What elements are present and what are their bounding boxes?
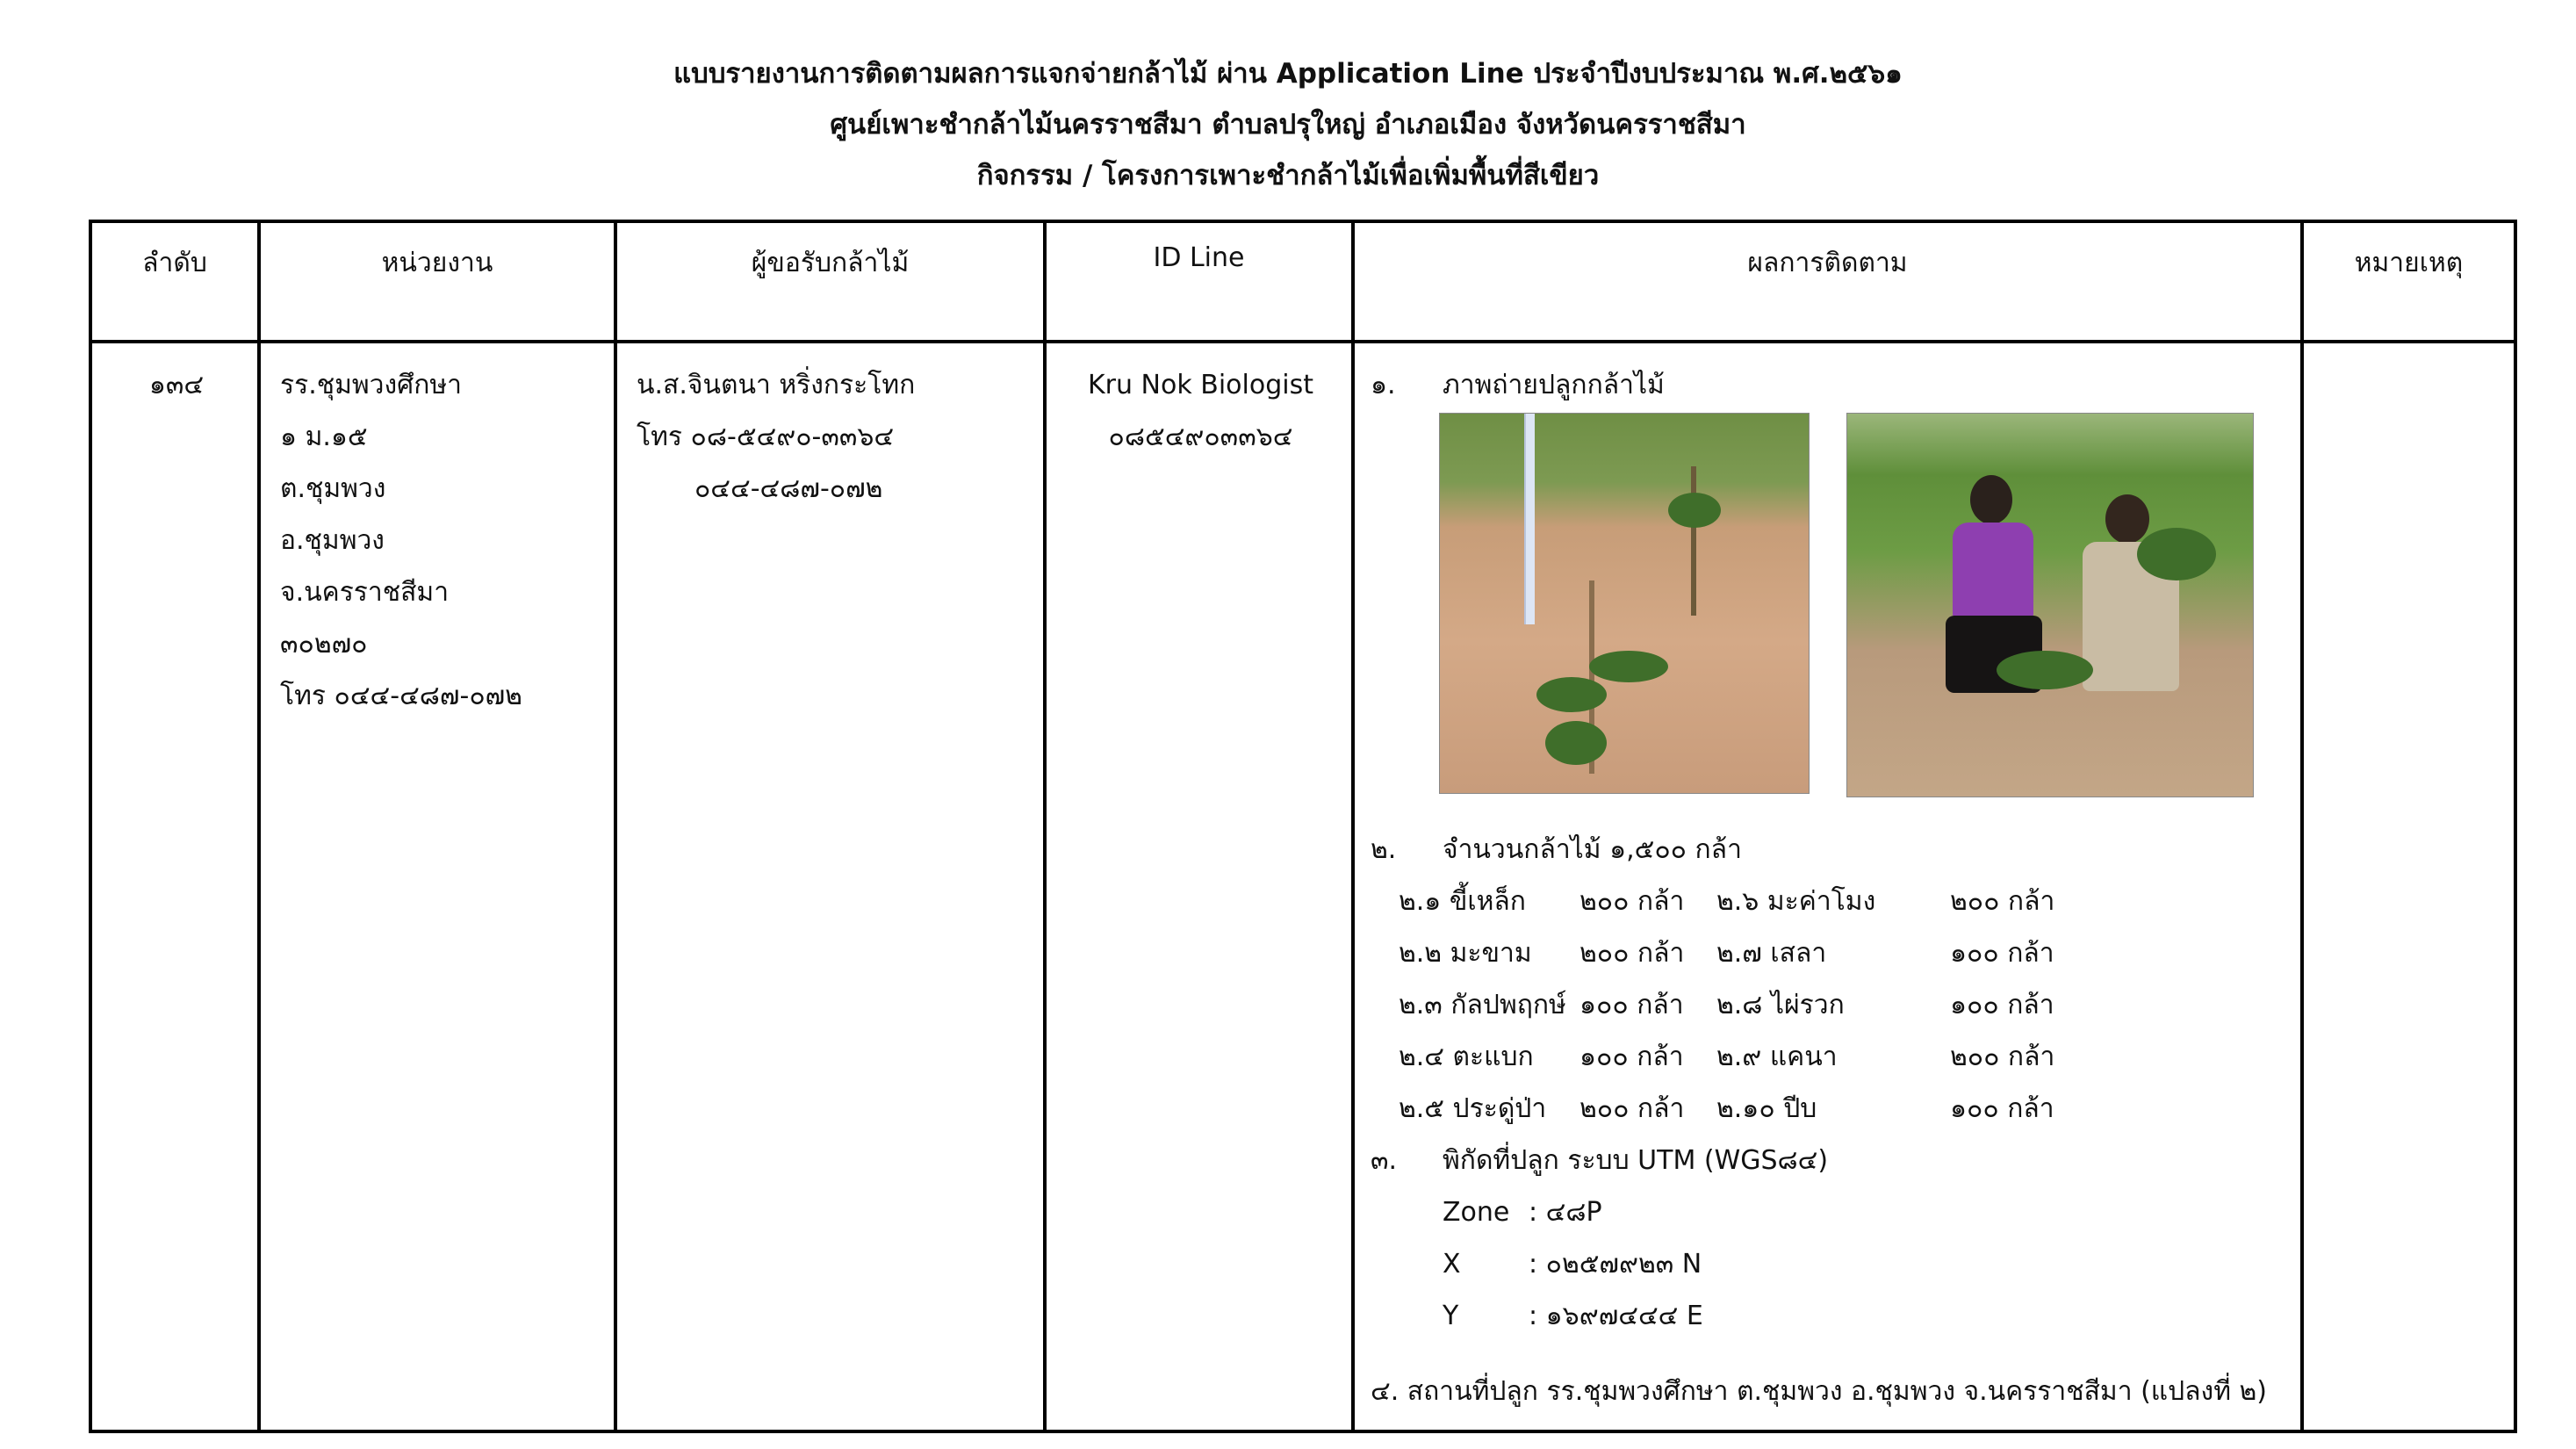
section-1-number: ๑. <box>1371 370 1396 400</box>
report-title: แบบรายงานการติดตามผลการแจกจ่ายกล้าไม้ ผ่าน Application Line ประจำปีงบประมาณ พ.ศ.๒๕๖๑ <box>673 58 1903 90</box>
leaf-icon <box>1997 651 2093 689</box>
planting-people-photo <box>1846 413 2254 797</box>
list-item: ๒.๓ กัลปพฤกษ์ ๑๐๐ กล้า ๒.๘ ไผ่รวก ๑๐๐ กล้า <box>1399 990 2054 1020</box>
recipient-cell <box>615 342 1045 1431</box>
list-item: ๒.๔ ตะแบก ๑๐๐ กล้า ๒.๙ แคนา ๒๐๐ กล้า <box>1399 1042 2055 1072</box>
section-2-label: จำนวนกล้าไม้ ๑,๕๐๐ กล้า <box>1443 834 1742 865</box>
section-planting-location: ๔. สถานที่ปลูก รร.ชุมพวงศึกษา ต.ชุมพวง อ.ชุมพวง จ.นครราชสีมา (แปลงที่ ๒) <box>1371 1376 2267 1407</box>
section-3-number: ๓. <box>1371 1145 1398 1176</box>
agency-postcode: ๓๐๒๗๐ <box>280 629 368 660</box>
col-header-order: ลำดับ <box>90 221 259 342</box>
section-coordinates-title <box>1371 1135 2300 1186</box>
report-activity: กิจกรรม / โครงการเพาะชำกล้าไม้เพื่อเพิ่มพื้นที่สีเขียว <box>976 160 1600 191</box>
agency-subdistrict: ต.ชุมพวง <box>280 473 386 504</box>
order-cell <box>90 342 259 1431</box>
note-cell <box>2302 342 2515 1431</box>
col-header-recipient: ผู้ขอรับกล้าไม้ <box>615 221 1045 342</box>
coord-x: X : ๐๒๕๗๙๒๓ N <box>1443 1249 1702 1280</box>
leaf-icon <box>1589 651 1668 682</box>
leaf-icon <box>1536 677 1607 712</box>
seedling-photo <box>1439 413 1810 794</box>
line-id-name: Kru Nok Biologist <box>1088 370 1313 400</box>
recipient-phone-office: ๐๔๔-๔๘๗-๐๗๒ <box>694 473 883 504</box>
sapling-stem <box>1691 466 1696 616</box>
leaf-icon <box>1668 493 1721 528</box>
col-header-agency: หน่วยงาน <box>259 221 615 342</box>
section-3-label: พิกัดที่ปลูก ระบบ UTM (WGS๘๔) <box>1443 1145 1829 1176</box>
order-number: ๑๓๔ <box>148 370 205 400</box>
col-header-result: ผลการติดตาม <box>1353 221 2302 342</box>
report-table <box>89 220 2517 1433</box>
col-header-note: หมายเหตุ <box>2302 221 2515 342</box>
section-seedling-count <box>1371 824 2300 876</box>
coord-zone: Zone : ๔๘P <box>1443 1197 1602 1228</box>
section-photos-title <box>1371 359 2300 411</box>
agency-district: อ.ชุมพวง <box>280 525 385 556</box>
line-id-number: ๐๘๕๔๙๐๓๓๖๔ <box>1108 422 1293 452</box>
section-2-number: ๒. <box>1371 834 1397 865</box>
agency-village: ๑ ม.๑๕ <box>280 422 368 452</box>
leaf-icon <box>2137 528 2216 580</box>
measuring-pole <box>1524 414 1535 624</box>
id-line-cell <box>1045 342 1353 1431</box>
list-item: ๒.๕ ประดู่ป่า ๒๐๐ กล้า ๒.๑๐ ปีบ ๑๐๐ กล้า <box>1399 1093 2054 1124</box>
result-cell <box>1353 342 2302 1431</box>
table-header-row <box>90 221 2515 342</box>
table-row <box>90 342 2515 1431</box>
list-item: ๒.๑ ขี้เหล็ก ๒๐๐ กล้า ๒.๖ มะค่าโมง ๒๐๐ กล้า <box>1399 886 2055 917</box>
note-text <box>2323 359 2498 411</box>
col-header-id-line: ID Line <box>1045 221 1353 342</box>
section-1-label: ภาพถ่ายปลูกกล้าไม้ <box>1443 370 1665 400</box>
report-header <box>0 48 2576 201</box>
agency-name: รร.ชุมพวงศึกษา <box>280 370 462 400</box>
agency-province: จ.นครราชสีมา <box>280 577 450 608</box>
recipient-name: น.ส.จินตนา หริ่งกระโทก <box>637 370 916 400</box>
recipient-phone-mobile: โทร ๐๘-๕๔๙๐-๓๓๖๔ <box>637 422 895 452</box>
agency-cell <box>259 342 615 1431</box>
planting-photos <box>1371 411 2300 824</box>
agency-phone: โทร ๐๔๔-๔๘๗-๐๗๒ <box>280 681 522 711</box>
coord-y: Y : ๑๖๙๗๔๔๔ E <box>1443 1301 1703 1331</box>
list-item: ๒.๒ มะขาม ๒๐๐ กล้า ๒.๗ เสลา ๑๐๐ กล้า <box>1399 938 2054 969</box>
report-center-name: ศูนย์เพาะชำกล้าไม้นครราชสีมา ตำบลปรุใหญ่ อำเภอเมือง จังหวัดนครราชสีมา <box>830 109 1746 141</box>
seedling-list <box>1371 876 2300 1135</box>
coordinates <box>1371 1186 2300 1342</box>
leaf-icon <box>1545 721 1607 765</box>
